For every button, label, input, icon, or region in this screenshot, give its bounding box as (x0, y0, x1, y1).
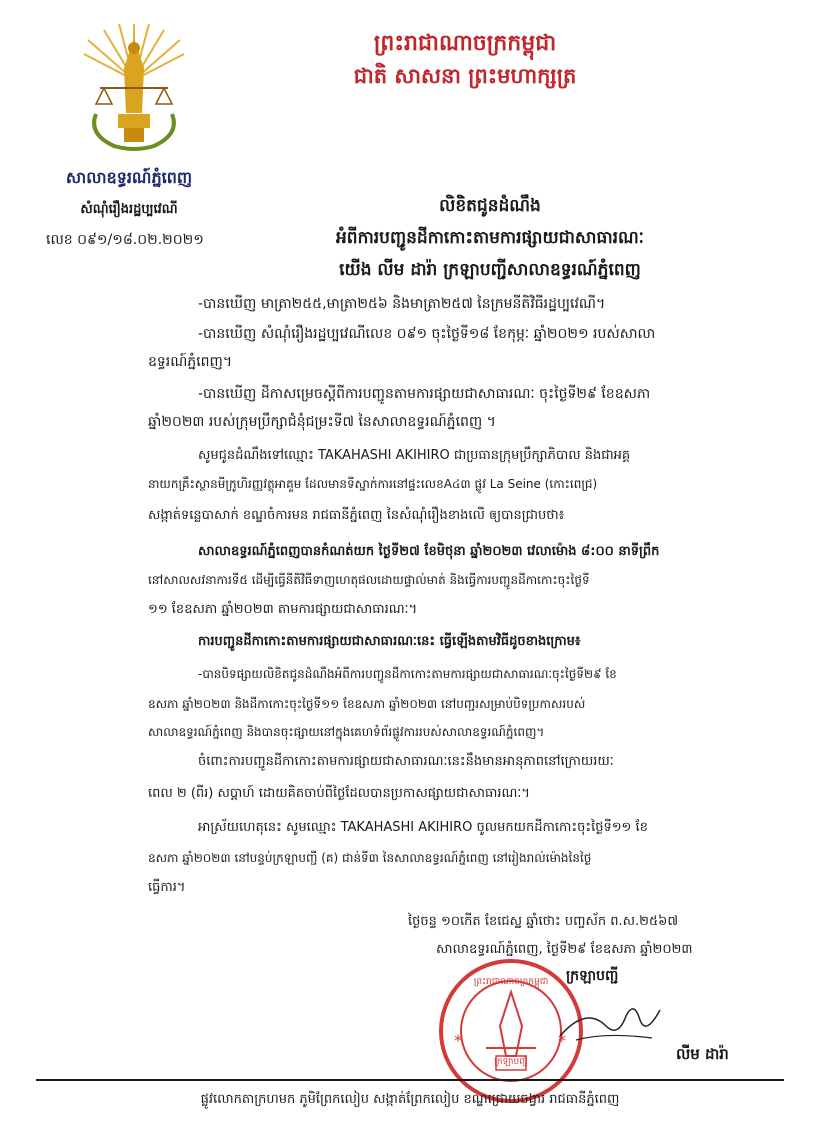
svg-text:*: * (454, 1031, 462, 1050)
signatory-name: លីម ដារ៉ា (676, 1045, 729, 1063)
footer-divider (36, 1079, 784, 1081)
seal-top-text: ព្រះរាជាណាចក្រកម្ពុជា (473, 977, 549, 987)
case-type: សំណុំរឿងរដ្ឋប្បវេណី (80, 202, 178, 217)
letter-title: លិខិតជូនដំណឹង (439, 196, 541, 216)
body-line: -បានឃើញ សំណុំរឿងរដ្ឋប្បវេណីលេខ ០៩១ ចុះថ្ងៃទី១៨ ខែកុម្ភៈ ឆ្នាំ២០២១ របស់សាលា (198, 326, 656, 342)
court-name: សាលាឧទ្ធរណ៍ភ្នំពេញ (65, 168, 193, 187)
body-line: ឆ្នាំ២០២៣ របស់ក្រុមប្រឹក្សាជំនុំជម្រះទី៧ នៃសាលាឧទ្ធរណ៍ភ្នំពេញ ។ (148, 414, 496, 430)
court-emblem-icon (74, 18, 194, 158)
body-line: ធ្វើការ។ (148, 880, 186, 895)
footer-address: ផ្លូវលោកតាក្រហមក ភូមិព្រែកលៀប សង្កាត់ព្រែកលៀប ខណ្ឌជ្រោយចង្វារ រាជធានីភ្នំពេញ (200, 1092, 620, 1107)
body-line: សូមជូនដំណឹងទៅឈ្មោះ TAKAHASHI AKIHIRO ជាប្រធានក្រុមប្រឹក្សាភិបាល និងជាអគ្គ (198, 448, 631, 463)
letter-subject: អំពីការបញ្ជូនដីកាកោះតាមការផ្សាយជាសាធារណៈ (335, 228, 644, 248)
kingdom-title: ព្រះរាជាណាចក្រកម្ពុជា (373, 31, 557, 56)
body-line: សង្កាត់ទន្លេបាសាក់ ខណ្ឌចំការមន រាជធានីភ្នំពេញ នៃសំណុំរឿងខាងលើ ឲ្យបានជ្រាបថា៖ (148, 508, 565, 523)
body-line: នៅសាលសវនាការទី៥ ដើម្បីធ្វើនីតិវិធីទាញហេតុផលដោយផ្ទាល់មាត់ និងធ្វើការបញ្ជូនដីកាកោះចុះថ្ងៃទី (148, 573, 590, 587)
body-line: នាយកគ្រឹះស្ថានមីក្រូហិរញ្ញវត្ថុអាគួម ដែលមានទីស្នាក់ការនៅផ្ទះលេខA៤៣ ផ្លូវ La Seine (កោះពេជ្រ) (148, 477, 598, 491)
place-date: សាលាឧទ្ធរណ៍ភ្នំពេញ, ថ្ងៃទី២៩ ខែឧសភា ឆ្នាំ២០២៣ (436, 942, 693, 957)
body-line: អាស្រ័យហេតុនេះ សូមឈ្មោះ TAKAHASHI AKIHIRO ចូលមកយកដីកាកោះចុះថ្ងៃទី១១ ខែ (198, 820, 648, 835)
letter-issuer: យើង លីម ដារ៉ា ក្រឡាបញ្ជីសាលាឧទ្ធរណ៍ភ្នំពេញ (339, 260, 641, 280)
body-line: ឧសភា ឆ្នាំ២០២៣ និងដីកាកោះចុះថ្ងៃទី១១ ខែឧសភា ឆ្នាំ២០២៣ នៅបញ្ជរសម្រាប់បិទប្រកាសរបស់ (148, 697, 586, 711)
signature-icon (556, 996, 666, 1046)
body-line: សាលាឧទ្ធរណ៍ភ្នំពេញបានកំណត់យក ថ្ងៃទី២៧ ខែមិថុនា ឆ្នាំ២០២៣ វេលាម៉ោង ៨:០០ នាទីព្រឹក (198, 544, 660, 559)
body-line: សាលាឧទ្ធរណ៍ភ្នំពេញ និងបានចុះផ្សាយនៅក្នុងគេហទំព័រផ្លូវការរបស់សាលាឧទ្ធរណ៍ភ្នំពេញ។ (148, 725, 545, 739)
svg-text:*: * (558, 1031, 566, 1050)
body-line: ១១ ខែឧសភា ឆ្នាំ២០២៣ តាមការផ្សាយជាសាធារណៈ។ (148, 602, 418, 617)
lunar-date: ថ្ងៃចន្ទ ១០កើត ខែជេស្ឋ ឆ្នាំថោះ បញ្ចស័ក ព.ស.២៥៦៧ (408, 914, 679, 929)
body-line: ចំពោះការបញ្ជូនដីកាកោះតាមការផ្សាយជាសាធារណៈនេះនឹងមានអានុភាពនៅក្រោយរយៈ (198, 754, 614, 769)
national-motto: ជាតិ សាសនា ព្រះមហាក្សត្រ (353, 64, 577, 88)
seal-center-text: ក្រឡាបញ្ជី (494, 1057, 528, 1067)
body-line: ការបញ្ជូនដីកាកោះតាមការផ្សាយជាសាធារណៈនេះ ធ្វើឡើងតាមវិធីដូចខាងក្រោម៖ (198, 634, 581, 649)
body-line: -បានឃើញ ដីកាសម្រេចស្តីពីការបញ្ជូនតាមការផ្សាយជាសាធារណៈ ចុះថ្ងៃទី២៩ ខែឧសភា (198, 386, 651, 402)
body-line: ឧសភា ឆ្នាំ២០២៣ នៅបន្ទប់ក្រឡាបញ្ជី (គ) ជាន់ទី៣ នៃសាលាឧទ្ធរណ៍ភ្នំពេញ នៅរៀងរាល់ម៉ោងនៃថ្ងៃ (148, 851, 592, 865)
signatory-role: ក្រឡាបញ្ជី (566, 968, 619, 984)
body-line: ឧទ្ធរណ៍ភ្នំពេញ។ (148, 354, 233, 370)
body-line: ពេល ២ (ពីរ) សប្តាហ៍ ដោយគិតចាប់ពីថ្ងៃដែលបានប្រកាសផ្សាយជាសាធារណៈ។ (148, 786, 530, 801)
body-line: -បានបិទផ្សាយលិខិតជូនដំណឹងអំពីការបញ្ជូនដីកាកោះតាមការផ្សាយជាសាធារណៈចុះថ្ងៃទី២៩ ខែ (198, 667, 617, 681)
body-line: -បានឃើញ មាត្រា២៥៥,មាត្រា២៥៦ និងមាត្រា២៥៧ នៃក្រមនីតិវិធីរដ្ឋប្បវេណី។ (198, 296, 606, 312)
case-number: លេខ ០៩១/១៨.០២.២០២១ (46, 232, 204, 248)
